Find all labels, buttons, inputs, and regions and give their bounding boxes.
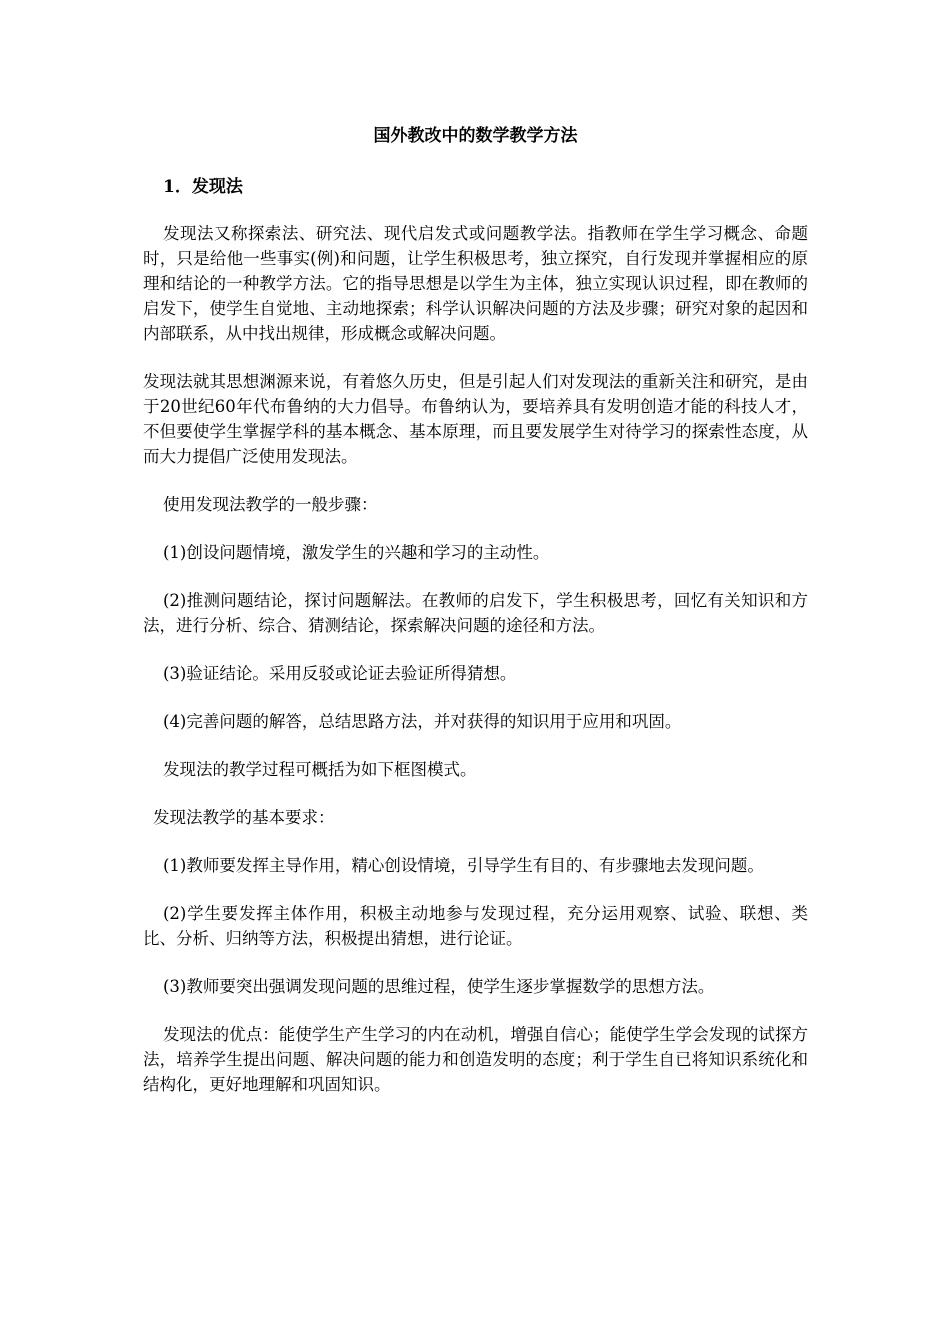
- document-title: 国外教改中的数学教学方法: [373, 126, 578, 146]
- paragraph-requirement-2: (2)学生要发挥主体作用，积极主动地参与发现过程，充分运用观察、试验、联想、类比、分析、归纳等方法，积极提出猜想，进行论证。: [143, 904, 808, 948]
- paragraph-process-summary: 发现法的教学过程可概括为如下框图模式。: [163, 760, 477, 779]
- paragraph-requirements-intro: 发现法教学的基本要求：: [153, 808, 335, 827]
- paragraph-origin: 发现法就其思想渊源来说，有着悠久历史，但是引起人们对发现法的重新关注和研究，是由于20世纪60年代布鲁纳的大力倡导。布鲁纳认为，要培养具有发明创造才能的科技人才，不但要使学生掌握学科的基本概念、基本原理，而且要发展学生对待学习的探索性态度，从而大力提倡广泛使用发现法。: [143, 372, 808, 466]
- paragraph-step-4: (4)完善问题的解答，总结思路方法，并对获得的知识用于应用和巩固。: [163, 712, 682, 731]
- paragraph-requirement-3: (3)教师要突出强调发现问题的思维过程，使学生逐步掌握数学的思想方法。: [163, 977, 715, 996]
- section-heading: 1．发现法: [163, 177, 243, 197]
- paragraph-advantages: 发现法的优点：能使学生产生学习的内在动机，增强自信心；能使学生学会发现的试探方法，培养学生提出问题、解决问题的能力和创造发明的态度；利于学生自已将知识系统化和结构化，更好地理解和巩固知识。: [143, 1025, 808, 1094]
- document-page: [143, 124, 808, 1120]
- paragraph-steps-intro: 使用发现法教学的一般步骤：: [163, 495, 378, 514]
- paragraph-step-1: (1)创设问题情境，激发学生的兴趣和学习的主动性。: [163, 543, 550, 562]
- paragraph-step-2: (2)推测问题结论，探讨问题解法。在教师的启发下，学生积极思考，回忆有关知识和方法，进行分析、综合、猜测结论，探索解决问题的途径和方法。: [143, 591, 808, 635]
- paragraph-step-3: (3)验证结论。采用反驳或论证去验证所得猜想。: [163, 664, 517, 683]
- paragraph-requirement-1: (1)教师要发挥主导作用，精心创设情境，引导学生有目的、有步骤地去发现问题。: [163, 856, 764, 875]
- paragraph-definition: 发现法又称探索法、研究法、现代启发式或问题教学法。指教师在学生学习概念、命题时，只是给他一些事实(例)和问题，让学生积极思考，独立探究，自行发现并掌握相应的原理和结论的一种教学方法。它的指导思想是以学生为主体，独立实现认识过程，即在教师的启发下，使学生自觉地、主动地探索；科学认识解决问题的方法及步骤；研究对象的起因和内部联系，从中找出规律，形成概念或解决问题。: [143, 224, 808, 343]
